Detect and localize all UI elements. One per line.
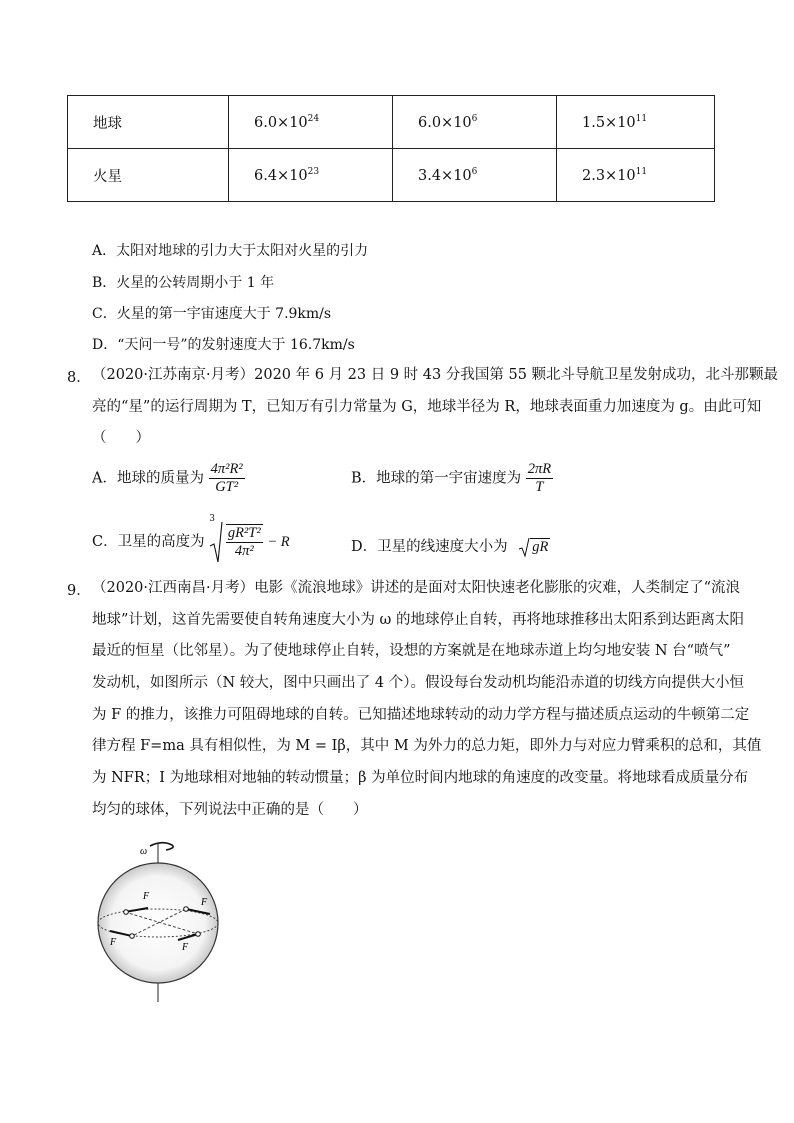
q8-option-c-radicand — [226, 524, 263, 560]
planet-data-table — [67, 95, 715, 202]
radius-cell-value: 6.0×10 — [418, 114, 472, 131]
q8-option-a-label: A．地球的质量为 — [92, 470, 204, 487]
q8-line-3: （ ） — [92, 430, 150, 446]
mass-cell-exponent: 24 — [307, 113, 320, 124]
q9-line-2: 地球”计划，这首先需要使自转角速度大小为 ω 的地球停止自转，再将地球推移出太阳系到达距离太阳 — [92, 612, 744, 628]
q9-line-7: 为 NFR；I 为地球相对地轴的转动惯量；β 为单位时间内地球的角速度的改变量。将地球看成质量分布 — [92, 770, 749, 786]
mass-cell-value: 6.4×10 — [254, 167, 308, 184]
rotation-arrow-icon — [150, 843, 173, 850]
omega-label: ω — [140, 846, 148, 857]
force-label-1: F — [143, 891, 150, 902]
q8-option-d — [351, 535, 550, 557]
q8-option-a-denominator: GT² — [215, 479, 239, 495]
q8-option-b-label: B．地球的第一宇宙速度为 — [351, 470, 522, 487]
q9-line-1: （2020·江西南昌·月考）电影《流浪地球》讲述的是面对太阳快速老化膨胀的灾难，人类制定了“流浪 — [92, 580, 741, 596]
q8-option-d-label: D．卫星的线速度大小为 — [351, 539, 508, 555]
planet-name-cell — [68, 149, 229, 202]
q8-option-a — [92, 461, 245, 496]
radius-cell — [393, 96, 557, 149]
radius-cell-value: 3.4×10 — [418, 167, 472, 184]
q8-option-a-numerator: 4π²R² — [210, 461, 243, 477]
q8-option-c-label: C．卫星的高度为 — [92, 534, 205, 550]
q8-option-b-denominator: T — [535, 479, 544, 495]
q8-line-1: （2020·江苏南京·月考）2020 年 6 月 23 日 9 时 43 分我国第 55 颗北斗导航卫星发射成功，北斗那颗最 — [92, 367, 779, 383]
force-label-4: F — [182, 942, 189, 953]
orbit-radius-cell — [557, 96, 715, 149]
table-row — [68, 96, 715, 149]
q9-line-4: 发动机，如图所示（N 较大，图中只画出了 4 个）。假设每台发动机均能沿赤道的切线方向提供大小恒 — [92, 675, 744, 691]
q9-line-8: 均匀的球体，下列说法中正确的是（ ） — [92, 802, 368, 818]
q8-number: 8． — [67, 370, 91, 386]
table-row — [68, 149, 715, 202]
q7-option-b: B．火星的公转周期小于 1 年 — [92, 275, 275, 291]
q8-line-2: 亮的“星”的运行周期为 T，已知万有引力常量为 G，地球半径为 R，地球表面重力加速度为 g。由此可知 — [92, 399, 762, 415]
radius-cell-exponent: 6 — [471, 113, 478, 124]
planet-name-cell-value: 地球 — [93, 115, 122, 132]
radius-cell-exponent: 6 — [471, 166, 478, 177]
mass-cell-value: 6.0×10 — [254, 114, 308, 131]
q7-option-a: A．太阳对地球的引力大于太阳对火星的引力 — [92, 243, 369, 259]
q7-option-d: D．“天问一号”的发射速度大于 16.7km/s — [92, 337, 355, 353]
planet-name-cell — [68, 96, 229, 149]
earth-engines-figure — [90, 838, 230, 1008]
q8-option-c-numerator: gR²T² — [227, 525, 261, 541]
q8-option-b-formula — [526, 461, 553, 496]
orbit-radius-cell-exponent: 11 — [635, 113, 648, 124]
force-label-3: F — [110, 937, 117, 948]
q9-number: 9． — [67, 583, 91, 599]
q8-option-c — [92, 514, 290, 564]
radius-cell — [393, 149, 557, 202]
q8-option-c-cube-root — [209, 514, 262, 564]
orbit-radius-cell-value: 1.5×10 — [582, 114, 636, 131]
force-label-2: F — [201, 897, 208, 908]
q9-line-6: 律方程 F=ma 具有相似性，为 M = Iβ，其中 M 为外力的总力矩，即外力与对应力臂乘积的总和，其值 — [92, 738, 762, 754]
q7-option-c: C．火星的第一宇宙速度大于 7.9km/s — [92, 306, 332, 322]
orbit-radius-cell-value: 2.3×10 — [582, 167, 636, 184]
mass-cell — [229, 149, 393, 202]
q8-option-b-numerator: 2πR — [527, 461, 552, 477]
q8-option-b — [351, 461, 553, 496]
q8-option-d-radicand: gR — [532, 539, 549, 555]
mass-cell-exponent: 23 — [307, 166, 320, 177]
orbit-radius-cell — [557, 149, 715, 202]
planet-name-cell-value: 火星 — [93, 168, 122, 185]
orbit-radius-cell-exponent: 11 — [635, 166, 648, 177]
q8-option-c-denominator: 4π² — [234, 543, 254, 559]
q9-line-3: 最近的恒星（比邻星）。为了使地球停止自转，设想的方案就是在地球赤道上均匀地安装 N 台“喷气” — [92, 643, 731, 659]
q9-line-5: 为 F 的推力，该推力可阻碍地球的自转。已知描述地球转动的动力学方程与描述质点运动的牛顿第二定 — [92, 707, 750, 723]
q8-option-c-tail: − R — [267, 534, 290, 550]
radical-sign-icon — [209, 520, 223, 564]
square-root-sign-icon — [518, 537, 530, 557]
q8-option-c-root-index: 3 — [209, 514, 215, 524]
mass-cell — [229, 96, 393, 149]
q8-option-a-formula — [209, 461, 245, 496]
